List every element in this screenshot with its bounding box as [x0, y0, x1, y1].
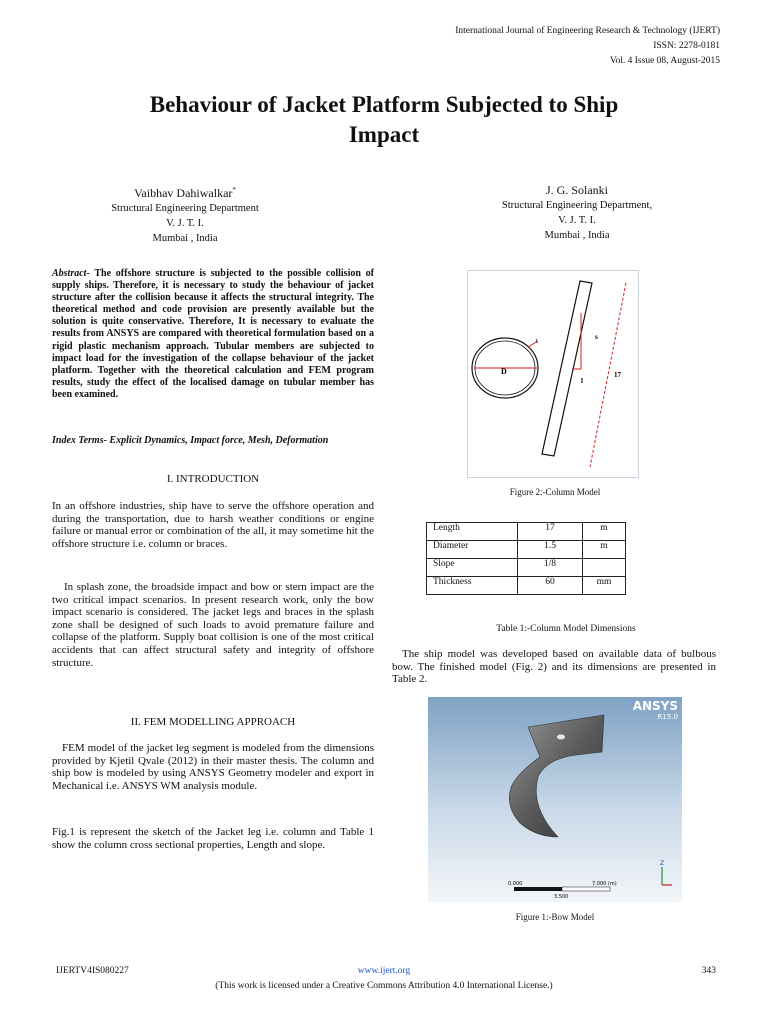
paper-id: IJERTV4IS080227: [56, 966, 129, 976]
fem-heading: II. FEM MODELLING APPROACH: [130, 716, 296, 728]
license-note: (This work is licensed under a Creative Commons Attribution 4.0 International License.): [215, 981, 553, 991]
volume-issue: Vol. 4 Issue 08, August-2015: [609, 56, 720, 66]
issn: ISSN: 2278-0181: [653, 41, 720, 51]
author-1-mark: *: [232, 186, 236, 194]
title-line-2: Impact: [348, 122, 420, 147]
table-1-caption: Table 1:-Column Model Dimensions: [496, 624, 636, 634]
figure-1-caption: Figure 1:-Bow Model: [515, 912, 595, 922]
intro-paragraph-1: In an offshore industries, ship have to serve the offshore operation and during the transportation, due to harsh weather conditions or engine failure or manual error or combination of the all, it may sometime hit the offshore structure i.e. column or braces.: [52, 500, 374, 550]
author-2-inst: V. J. T. I.: [558, 215, 596, 226]
column-sketch: [468, 271, 638, 477]
table-cell: Slope: [427, 559, 518, 577]
axis-z-label: Z: [660, 860, 665, 867]
journal-header: [455, 24, 720, 69]
author-2-city: Mumbai , India: [544, 230, 610, 241]
table-cell: mm: [583, 577, 626, 595]
table-cell: 60: [518, 577, 583, 595]
author-1-name: Vaibhav Dahiwalkar: [134, 186, 233, 200]
table-row: [427, 541, 626, 559]
scale-right: 7.000 (m): [592, 881, 617, 887]
fem-paragraph-1: FEM model of the jacket leg segment is modeled from the dimensions provided by Kjetil Qvale (2012) in their master thesis. The column and ship bow is modeled by using ANSYS Geometry modeler and export in Mechanical i.e. ANSYS WM analysis module.: [52, 742, 374, 792]
figure-2-column-model: [467, 270, 639, 478]
table-cell: m: [583, 541, 626, 559]
index-terms: Index Terms- Explicit Dynamics, Impact force, Mesh, Deformation: [52, 435, 329, 446]
scale-mid: 3.500: [554, 894, 569, 900]
author-2: [452, 182, 702, 243]
intro-paragraph-2: In splash zone, the broadside impact and bow or stern impact are the two critical impact scenarios. In present research work, only the bow impact scenario is considered. The jacket legs and braces in the splash zone shall be designed of such loads to avoid premature failure and collapse of the platform. Supply boat collision is one of the most critical accidents that can affect structural safety and integrity of offshore structure.: [52, 581, 374, 669]
label-17: 17: [614, 371, 621, 379]
fem-paragraph-2: Fig.1 is represent the sketch of the Jacket leg i.e. column and Table 1 show the column cross sectional properties, Length and slope.: [52, 826, 374, 851]
paper-title: [60, 90, 708, 150]
bow-shape: [509, 715, 604, 837]
bow-render: [428, 697, 682, 902]
figure-2-caption: Figure 2:-Column Model: [509, 487, 601, 497]
table-cell: Diameter: [427, 541, 518, 559]
abstract-text: The offshore structure is subjected to the possible collision of supply ships. Therefore, it is necessary to study the behaviour of jacket structure after the collision because it affects the structural integrity. The theoretical method and code provision are presently available but the solution is quite conservative. Therefore, It is necessary to evaluate the results from ANSYS are compared with theoretical formulation based on a rigid plastic mechanism approach. Tubular members are subjected to impact load for the investigation of the collapse behaviour of the jacket platform. Together with the theoretical calculation and FEM program results, study the effect of the localised damage on tubular member has been examined.: [52, 268, 374, 400]
bow-hole: [557, 735, 565, 740]
page-number: 343: [701, 966, 716, 976]
label-D: D: [501, 367, 507, 376]
journal-url[interactable]: www.ijert.org: [357, 966, 411, 976]
scale-bar-dark: [514, 887, 562, 891]
ansys-logo: ANSYS: [632, 699, 678, 713]
author-1-city: Mumbai , India: [152, 233, 218, 244]
label-s: s: [595, 333, 598, 341]
author-1-inst: V. J. T. I.: [166, 218, 204, 229]
author-2-name: J. G. Solanki: [545, 183, 608, 197]
figure-1-bow-model: [428, 697, 682, 902]
abstract: [52, 268, 374, 401]
table-cell: Length: [427, 523, 518, 541]
table-cell: 17: [518, 523, 583, 541]
label-t: t: [536, 337, 538, 345]
label-l: l: [581, 377, 583, 385]
author-1: [60, 182, 310, 246]
table-row: [427, 523, 626, 541]
scale-left: 0.000: [508, 881, 523, 887]
table-cell: 1.5: [518, 541, 583, 559]
abstract-lead: Abstract-: [52, 268, 90, 279]
table-row: [427, 559, 626, 577]
inclined-column: [542, 281, 592, 456]
intro-heading: I. INTRODUCTION: [166, 473, 260, 485]
table-1-column-dimensions: [426, 522, 626, 595]
author-2-dept: Structural Engineering Department,: [501, 200, 653, 211]
table-cell: m: [583, 523, 626, 541]
author-1-dept: Structural Engineering Department: [111, 203, 259, 214]
table-cell: [583, 559, 626, 577]
right-paragraph-1: The ship model was developed based on available data of bulbous bow. The finished model (Fig. 2) and its dimensions are presented in Table 2.: [392, 648, 716, 686]
ansys-version: R15.0: [657, 713, 678, 721]
scale-bar-light: [562, 887, 610, 891]
journal-name: International Journal of Engineering Research & Technology (IJERT): [455, 26, 720, 36]
table-cell: Thickness: [427, 577, 518, 595]
title-line-1: Behaviour of Jacket Platform Subjected to Ship: [149, 92, 619, 117]
table-row: [427, 577, 626, 595]
table-cell: 1/8: [518, 559, 583, 577]
